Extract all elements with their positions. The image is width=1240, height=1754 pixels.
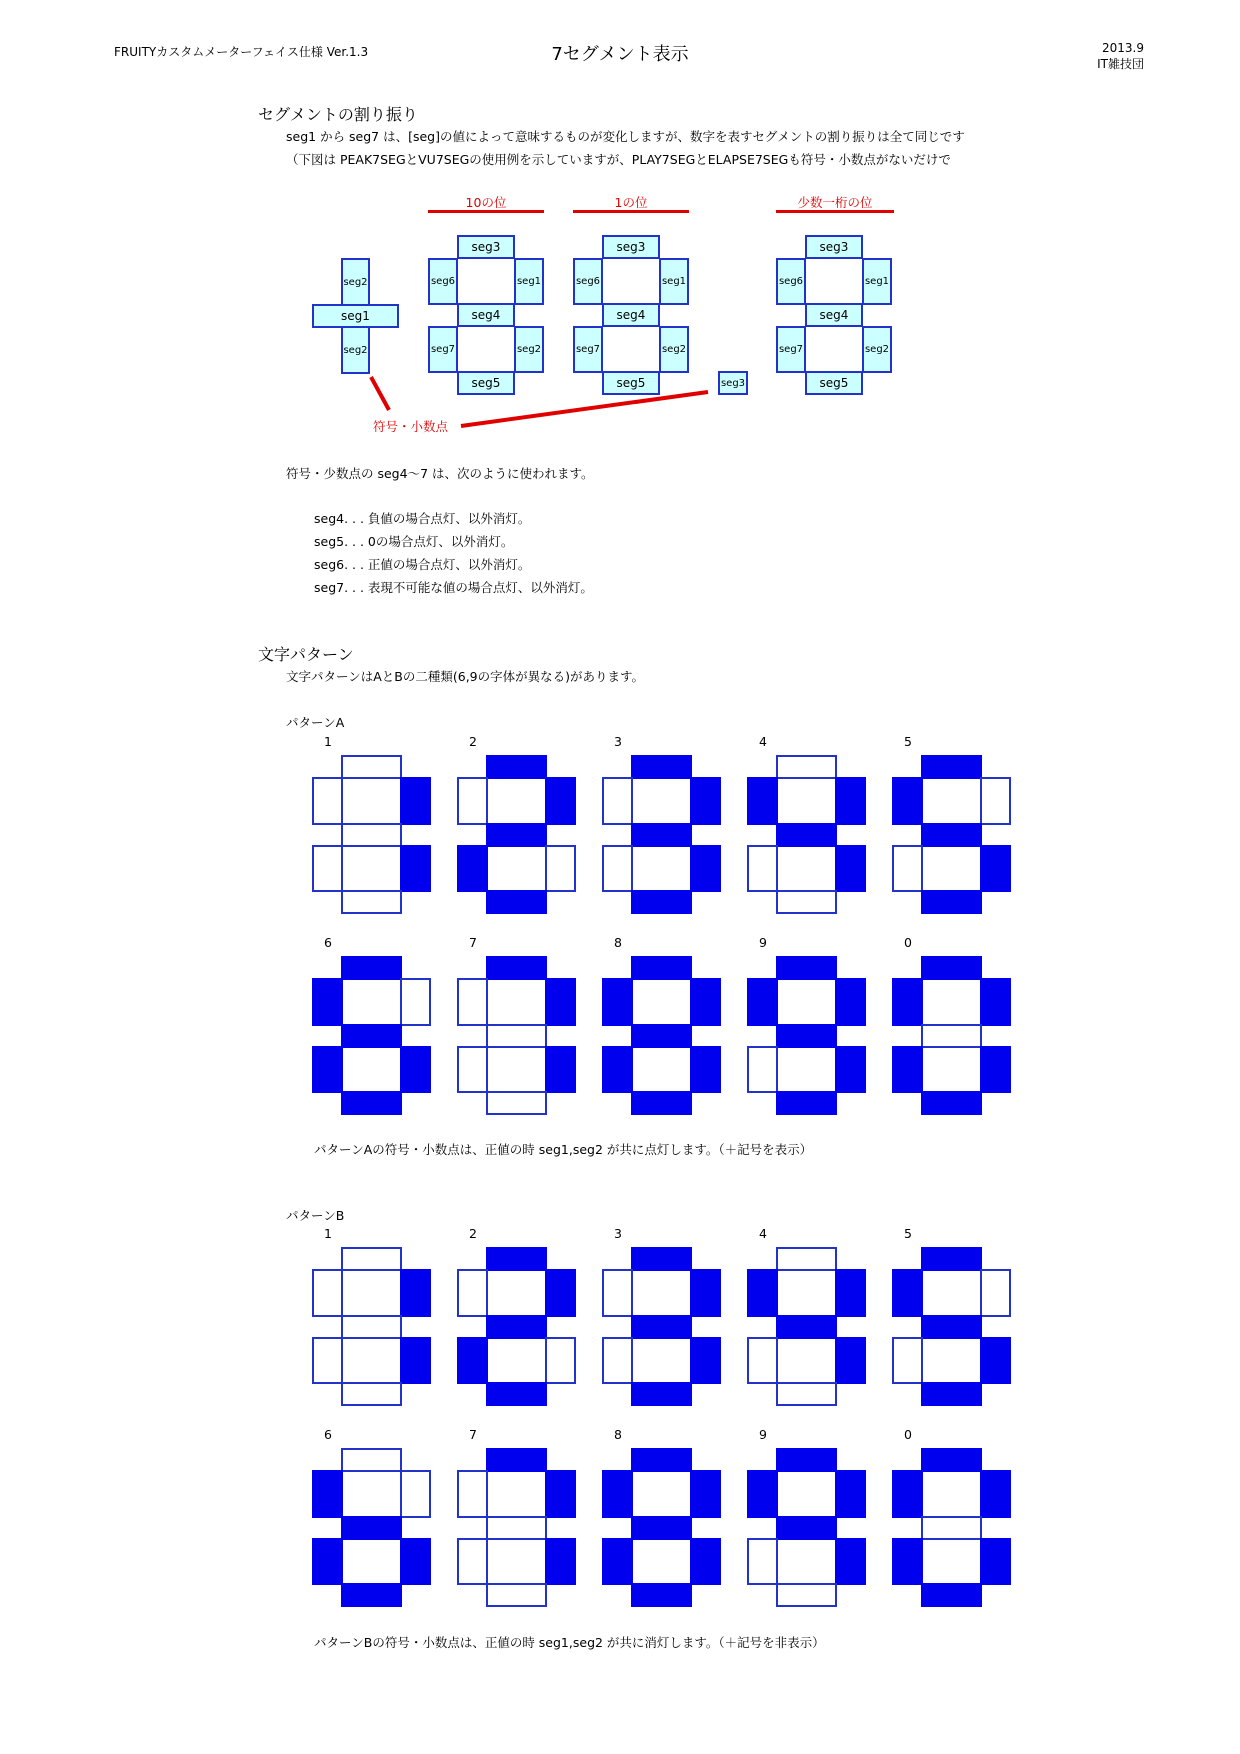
dec-seg5: seg5	[805, 371, 863, 395]
pointer-line-decimal	[461, 392, 708, 426]
dec-seg4: seg4	[805, 303, 863, 327]
decimal-point-seg3: seg3	[718, 371, 748, 395]
pattern-b-digit-8	[602, 1448, 722, 1608]
segment-c-on	[401, 1539, 430, 1584]
segment-c-on	[691, 1539, 720, 1584]
sign-usage-item-seg5: seg5. . . 0の場合点灯、以外消灯。	[314, 534, 514, 549]
pattern-b-digit-7	[457, 1448, 577, 1608]
pattern-a-digit-7	[457, 956, 577, 1116]
segment-b-off	[401, 979, 430, 1025]
segment-a-on	[632, 1449, 691, 1471]
segment-a-on	[777, 1449, 836, 1471]
segment-b-on	[546, 979, 575, 1025]
segment-c-on	[981, 1539, 1010, 1584]
segment-e-off	[893, 1338, 922, 1383]
pattern-a-digit-1	[312, 755, 432, 915]
pattern-b-digit-label-1: 1	[324, 1226, 332, 1241]
dec-seg3: seg3	[805, 235, 863, 259]
segment-d-off	[487, 1092, 546, 1114]
segment-e-off	[313, 1338, 342, 1383]
segment-d-on	[922, 1584, 981, 1606]
segment-c-off	[546, 846, 575, 891]
pattern-a-digit-9	[747, 956, 867, 1116]
segment-e-off	[748, 1047, 777, 1092]
segment-f-on	[748, 1471, 777, 1517]
segment-b-on	[691, 979, 720, 1025]
pattern-a-digit-label-0: 0	[904, 935, 912, 950]
segment-b-on	[401, 1270, 430, 1316]
sign-usage-item-seg4: seg4. . . 負値の場合点灯、以外消灯。	[314, 511, 531, 526]
pattern-a-digit-8	[602, 956, 722, 1116]
segment-f-off	[458, 979, 487, 1025]
pattern-b-digit-4	[747, 1247, 867, 1407]
pattern-b-digit-label-3: 3	[614, 1226, 622, 1241]
pattern-b-digit-label-9: 9	[759, 1427, 767, 1442]
segment-a-on	[487, 1248, 546, 1270]
segment-d-on	[342, 1092, 401, 1114]
pattern-b-digit-1	[312, 1247, 432, 1407]
segment-d-on	[632, 1584, 691, 1606]
segment-b-on	[836, 979, 865, 1025]
label-sign-decimal: 符号・小数点	[373, 419, 449, 434]
segment-a-on	[922, 1248, 981, 1270]
segment-a-on	[487, 1449, 546, 1471]
pattern-b-digit-2	[457, 1247, 577, 1407]
segment-b-on	[836, 1270, 865, 1316]
pattern-a-digit-6	[312, 956, 432, 1116]
pattern-a-digit-0	[892, 956, 1012, 1116]
segment-c-on	[691, 1338, 720, 1383]
segment-b-on	[546, 1471, 575, 1517]
header-author: IT雑技団	[1097, 57, 1144, 71]
segment-e-off	[748, 1539, 777, 1584]
ones-seg2: seg2	[659, 326, 689, 373]
label-decimal-place: 少数一桁の位	[797, 195, 873, 210]
segment-a-on	[487, 756, 546, 778]
segment-b-on	[546, 778, 575, 824]
segment-a-on	[922, 756, 981, 778]
segment-f-on	[748, 1270, 777, 1316]
pattern-b-digit-5	[892, 1247, 1012, 1407]
pattern-a-digit-3	[602, 755, 722, 915]
segment-d-on	[632, 1383, 691, 1405]
segment-g-on	[342, 1517, 401, 1539]
pattern-b-digit-label-6: 6	[324, 1427, 332, 1442]
segment-d-on	[487, 891, 546, 913]
segment-g-off	[487, 1025, 546, 1047]
segment-c-on	[836, 1338, 865, 1383]
segment-e-off	[313, 846, 342, 891]
segment-c-on	[981, 1047, 1010, 1092]
ones-seg4: seg4	[602, 303, 660, 327]
segment-c-on	[546, 1047, 575, 1092]
segment-g-on	[777, 1025, 836, 1047]
segment-a-on	[342, 957, 401, 979]
tens-seg1: seg1	[514, 258, 544, 305]
segment-e-on	[313, 1047, 342, 1092]
segment-a-on	[632, 957, 691, 979]
patterns-intro: 文字パターンはAとBの二種類(6,9の字体が異なる)があります。	[286, 669, 645, 684]
segment-g-on	[632, 1316, 691, 1338]
tens-seg6: seg6	[428, 258, 458, 305]
segment-b-off	[981, 778, 1010, 824]
segment-g-off	[342, 1316, 401, 1338]
segment-d-off	[342, 1383, 401, 1405]
segment-f-on	[603, 979, 632, 1025]
dec-seg7: seg7	[776, 326, 806, 373]
pattern-b-digit-label-7: 7	[469, 1427, 477, 1442]
segment-b-on	[836, 1471, 865, 1517]
segment-e-off	[893, 846, 922, 891]
segment-g-on	[777, 1517, 836, 1539]
segment-d-on	[342, 1584, 401, 1606]
segment-g-on	[777, 824, 836, 846]
segment-b-on	[546, 1270, 575, 1316]
document-title: FRUITYカスタムメーターフェイス仕様 Ver.1.3	[114, 45, 369, 59]
ones-seg6: seg6	[573, 258, 603, 305]
pattern-a-digit-label-1: 1	[324, 734, 332, 749]
segment-f-off	[313, 1270, 342, 1316]
sign-usage-intro: 符号・少数点の seg4～7 は、次のように使われます。	[286, 466, 594, 481]
segment-a-off	[777, 756, 836, 778]
pattern-a-digit-label-2: 2	[469, 734, 477, 749]
segment-e-on	[603, 1047, 632, 1092]
pattern-a-note: パターンAの符号・小数点は、正値の時 seg1,seg2 が共に点灯します。（＋記号を表示）	[314, 1142, 813, 1157]
segment-c-on	[401, 1338, 430, 1383]
segment-c-on	[836, 1047, 865, 1092]
pattern-b-digit-6	[312, 1448, 432, 1608]
pattern-a-digit-2	[457, 755, 577, 915]
segment-f-on	[893, 979, 922, 1025]
tens-seg2: seg2	[514, 326, 544, 373]
segment-c-on	[691, 846, 720, 891]
pattern-b-digit-label-0: 0	[904, 1427, 912, 1442]
pattern-a-digit-label-3: 3	[614, 734, 622, 749]
section-title-patterns: 文字パターン	[258, 645, 354, 664]
pattern-b-digit-9	[747, 1448, 867, 1608]
segment-d-on	[632, 891, 691, 913]
section-title-assignment: セグメントの割り振り	[258, 105, 418, 124]
pattern-b-note: パターンBの符号・小数点は、正値の時 seg1,seg2 が共に消灯します。（＋記号を非表示）	[314, 1635, 825, 1650]
pattern-a-digit-5	[892, 755, 1012, 915]
segment-a-on	[632, 756, 691, 778]
segment-d-off	[487, 1584, 546, 1606]
segment-f-off	[458, 778, 487, 824]
segment-d-on	[632, 1092, 691, 1114]
segment-d-on	[922, 1383, 981, 1405]
dec-seg6: seg6	[776, 258, 806, 305]
segment-b-on	[981, 1471, 1010, 1517]
segment-e-off	[603, 846, 632, 891]
segment-b-on	[691, 1270, 720, 1316]
segment-f-on	[893, 778, 922, 824]
pattern-b-digit-label-5: 5	[904, 1226, 912, 1241]
segment-f-off	[313, 778, 342, 824]
segment-d-off	[342, 891, 401, 913]
pattern-a-digit-label-6: 6	[324, 935, 332, 950]
segment-a-on	[632, 1248, 691, 1270]
segment-b-off	[401, 1471, 430, 1517]
segment-g-on	[922, 1316, 981, 1338]
segment-e-off	[458, 1047, 487, 1092]
segment-f-on	[748, 778, 777, 824]
ones-seg7: seg7	[573, 326, 603, 373]
segment-f-on	[313, 979, 342, 1025]
pattern-b-title: パターンB	[286, 1208, 345, 1223]
segment-e-on	[458, 1338, 487, 1383]
segment-e-off	[748, 1338, 777, 1383]
segment-g-on	[632, 1025, 691, 1047]
sign-pointer-lines	[0, 0, 1240, 460]
segment-g-off	[922, 1025, 981, 1047]
tens-seg7: seg7	[428, 326, 458, 373]
segment-e-off	[458, 1539, 487, 1584]
pattern-a-digit-label-7: 7	[469, 935, 477, 950]
dec-seg1: seg1	[862, 258, 892, 305]
segment-f-on	[893, 1270, 922, 1316]
segment-b-on	[691, 778, 720, 824]
segment-e-off	[603, 1338, 632, 1383]
segment-g-on	[487, 824, 546, 846]
tens-seg5: seg5	[457, 371, 515, 395]
segment-e-on	[603, 1539, 632, 1584]
segment-c-on	[836, 846, 865, 891]
segment-e-on	[893, 1539, 922, 1584]
segment-g-off	[922, 1517, 981, 1539]
pattern-a-digit-label-4: 4	[759, 734, 767, 749]
pattern-b-digit-label-8: 8	[614, 1427, 622, 1442]
label-tens-place: 10の位	[465, 195, 507, 210]
segment-a-off	[777, 1248, 836, 1270]
segment-f-on	[893, 1471, 922, 1517]
segment-d-on	[922, 1092, 981, 1114]
segment-a-on	[487, 957, 546, 979]
segment-b-on	[691, 1471, 720, 1517]
segment-b-off	[981, 1270, 1010, 1316]
segment-f-off	[603, 778, 632, 824]
segment-g-on	[777, 1316, 836, 1338]
segment-b-on	[836, 778, 865, 824]
segment-d-on	[487, 1383, 546, 1405]
pointer-line-sign	[371, 377, 389, 410]
pattern-b-digit-0	[892, 1448, 1012, 1608]
segment-c-on	[691, 1047, 720, 1092]
tens-seg3: seg3	[457, 235, 515, 259]
segment-a-off	[342, 1248, 401, 1270]
segment-c-on	[836, 1539, 865, 1584]
pattern-b-digit-label-2: 2	[469, 1226, 477, 1241]
segment-e-off	[748, 846, 777, 891]
segment-c-on	[401, 846, 430, 891]
sign-seg2-bottom: seg2	[341, 326, 370, 374]
segment-b-on	[981, 979, 1010, 1025]
segment-c-off	[546, 1338, 575, 1383]
page-title: 7セグメント表示	[551, 44, 689, 65]
pattern-a-digit-label-8: 8	[614, 935, 622, 950]
segment-e-on	[458, 846, 487, 891]
segment-a-off	[342, 756, 401, 778]
segment-f-off	[458, 1471, 487, 1517]
segment-a-on	[922, 957, 981, 979]
segment-d-off	[777, 891, 836, 913]
segment-g-on	[342, 1025, 401, 1047]
sign-seg1: seg1	[312, 304, 399, 328]
pattern-a-digit-label-5: 5	[904, 734, 912, 749]
segment-g-on	[632, 824, 691, 846]
sign-usage-item-seg7: seg7. . . 表現不可能な値の場合点灯、以外消灯。	[314, 580, 593, 595]
segment-d-off	[777, 1383, 836, 1405]
segment-f-off	[603, 1270, 632, 1316]
segment-c-on	[981, 846, 1010, 891]
segment-b-on	[401, 778, 430, 824]
segment-c-on	[401, 1047, 430, 1092]
segment-e-on	[313, 1539, 342, 1584]
ones-seg5: seg5	[602, 371, 660, 395]
segment-g-on	[632, 1517, 691, 1539]
segment-e-on	[893, 1047, 922, 1092]
header-date: 2013.9	[1102, 41, 1144, 55]
ones-seg3: seg3	[602, 235, 660, 259]
segment-g-off	[487, 1517, 546, 1539]
pattern-b-digit-label-4: 4	[759, 1226, 767, 1241]
segment-g-off	[342, 824, 401, 846]
segment-f-on	[313, 1471, 342, 1517]
pattern-a-digit-label-9: 9	[759, 935, 767, 950]
segment-g-on	[487, 1316, 546, 1338]
segment-c-on	[546, 1539, 575, 1584]
segment-d-on	[922, 891, 981, 913]
segment-d-on	[777, 1092, 836, 1114]
assignment-text-line1: seg1 から seg7 は、[seg]の値によって意味するものが変化しますが、数字を表すセグメントの割り振りは全て同じです	[286, 129, 965, 144]
sign-usage-item-seg6: seg6. . . 正値の場合点灯、以外消灯。	[314, 557, 531, 572]
tens-seg4: seg4	[457, 303, 515, 327]
segment-a-off	[342, 1449, 401, 1471]
segment-c-on	[981, 1338, 1010, 1383]
segment-f-off	[458, 1270, 487, 1316]
segment-a-on	[922, 1449, 981, 1471]
pattern-b-digit-3	[602, 1247, 722, 1407]
segment-f-on	[748, 979, 777, 1025]
pattern-a-digit-4	[747, 755, 867, 915]
segment-a-on	[777, 957, 836, 979]
segment-g-on	[922, 824, 981, 846]
segment-f-on	[603, 1471, 632, 1517]
pattern-a-title: パターンA	[286, 715, 345, 730]
label-ones-place: 1の位	[614, 195, 648, 210]
assignment-text-line2: （下図は PEAK7SEGとVU7SEGの使用例を示していますが、PLAY7SEGとELAPSE7SEGも符号・小数点がないだけで	[286, 152, 951, 167]
ones-seg1: seg1	[659, 258, 689, 305]
dec-seg2: seg2	[862, 326, 892, 373]
segment-d-off	[777, 1584, 836, 1606]
sign-seg2-top: seg2	[341, 258, 370, 306]
